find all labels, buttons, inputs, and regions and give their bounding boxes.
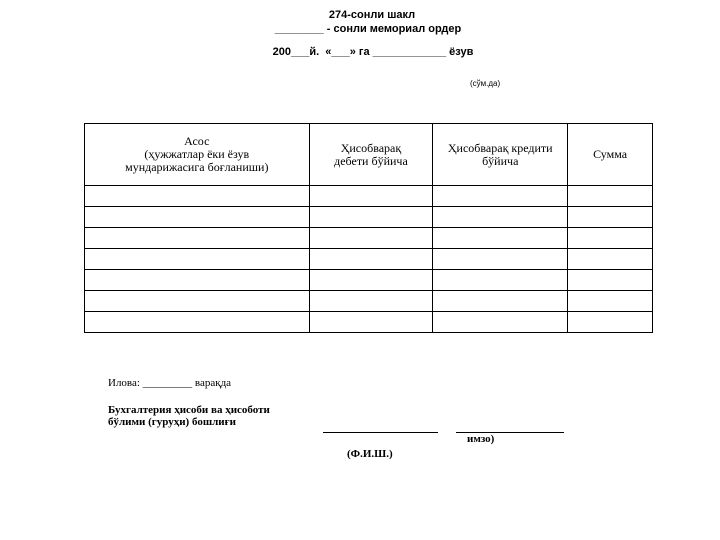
cell-basis[interactable] — [85, 270, 310, 291]
cell-basis[interactable] — [85, 249, 310, 270]
column-header-debit: Ҳисобварақ дебети бўйича — [309, 124, 433, 186]
cell-credit[interactable] — [433, 249, 568, 270]
cell-basis[interactable] — [85, 207, 310, 228]
table-row — [85, 249, 653, 270]
cell-debit[interactable] — [309, 249, 433, 270]
cell-amount[interactable] — [568, 312, 653, 333]
table-row — [85, 228, 653, 249]
cell-debit[interactable] — [309, 207, 433, 228]
column-header-amount: Сумма — [568, 124, 653, 186]
table-row — [85, 312, 653, 333]
cell-amount[interactable] — [568, 291, 653, 312]
signature-label: имзо) — [467, 433, 495, 445]
date-line: 200___й. «___» га ____________ ёзув — [272, 46, 474, 58]
cell-debit[interactable] — [309, 228, 433, 249]
table-row — [85, 291, 653, 312]
cell-basis[interactable] — [85, 291, 310, 312]
cell-debit[interactable] — [309, 186, 433, 207]
table-header-row — [85, 124, 653, 186]
cell-credit[interactable] — [433, 186, 568, 207]
name-signature-line — [323, 432, 438, 433]
full-name-label: (Ф.И.Ш.) — [347, 448, 393, 460]
department-title-line-1: Бухгалтерия ҳисоби ва ҳисоботи — [108, 404, 270, 416]
cell-basis[interactable] — [85, 228, 310, 249]
table-row — [85, 186, 653, 207]
cell-basis[interactable] — [85, 186, 310, 207]
cell-credit[interactable] — [433, 270, 568, 291]
cell-amount[interactable] — [568, 207, 653, 228]
cell-debit[interactable] — [309, 270, 433, 291]
column-header-credit: Ҳисобварақ кредити бўйича — [433, 124, 568, 186]
department-title-line-2: бўлими (гуруҳи) бошлиғи — [108, 416, 236, 428]
currency-note: (сўм.да) — [470, 79, 501, 88]
table-row — [85, 207, 653, 228]
cell-credit[interactable] — [433, 228, 568, 249]
cell-debit[interactable] — [309, 312, 433, 333]
cell-amount[interactable] — [568, 228, 653, 249]
cell-credit[interactable] — [433, 207, 568, 228]
cell-amount[interactable] — [568, 270, 653, 291]
cell-credit[interactable] — [433, 291, 568, 312]
annex-line: Илова: _________ варақда — [108, 377, 232, 389]
memorial-order-table — [84, 123, 653, 333]
cell-basis[interactable] — [85, 312, 310, 333]
form-number: 274-сонли шакл — [328, 9, 416, 21]
cell-credit[interactable] — [433, 312, 568, 333]
cell-debit[interactable] — [309, 291, 433, 312]
order-title: ________ - сонли мемориал ордер — [274, 23, 462, 35]
table-row — [85, 270, 653, 291]
cell-amount[interactable] — [568, 186, 653, 207]
cell-amount[interactable] — [568, 249, 653, 270]
column-header-basis: Асос (ҳужжатлар ёки ёзув мундарижасига боғланиши) — [85, 124, 310, 186]
